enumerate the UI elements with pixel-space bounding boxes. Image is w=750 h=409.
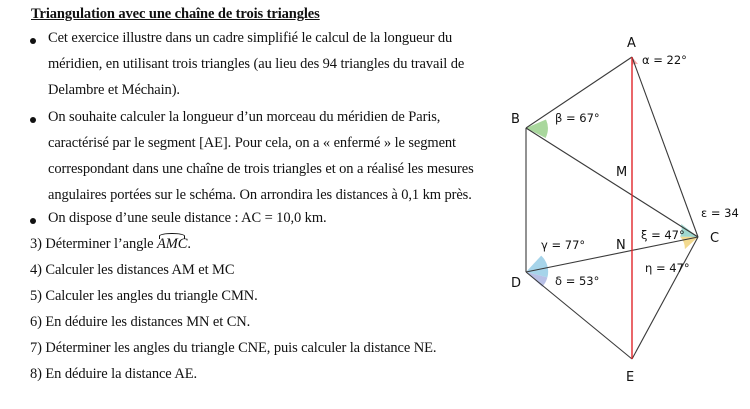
bullet-1-line-3: Delambre et Méchain). bbox=[48, 82, 180, 98]
question-7: 7) Déterminer les angles du triangle CNE, puis calculer la distance NE. bbox=[30, 340, 437, 356]
eta-label: η = 47° bbox=[645, 261, 690, 275]
xi-label: ξ = 47° bbox=[641, 228, 685, 242]
exercise-title: Triangulation avec une chaîne de trois triangles bbox=[31, 6, 320, 22]
point-C-label: C bbox=[710, 231, 720, 246]
bullet-1-line-1: Cet exercice illustre dans un cadre simplifié le calcul de la longueur du bbox=[48, 30, 453, 46]
angle-AMC-label: AMC bbox=[157, 236, 188, 252]
question-6: 6) En déduire les distances MN et CN. bbox=[30, 314, 251, 330]
bullet-marker bbox=[30, 117, 36, 123]
question-3-prefix: 3) Déterminer l’angle bbox=[30, 236, 158, 252]
alpha-label: α = 22° bbox=[642, 53, 687, 67]
question-3-suffix: . bbox=[187, 236, 191, 252]
triangulation-figure bbox=[505, 30, 745, 390]
bullet-2-line-3: correspondant dans une chaîne de trois triangles et on a réalisé les mesures bbox=[48, 161, 474, 177]
point-B-label: B bbox=[511, 112, 520, 127]
point-A-label: A bbox=[627, 36, 636, 51]
question-3 bbox=[30, 236, 191, 253]
question-8: 8) En déduire la distance AE. bbox=[30, 366, 198, 382]
gamma-label: γ = 77° bbox=[541, 238, 586, 252]
angle-AMC bbox=[157, 236, 187, 253]
bullet-3-line-1: On dispose d’une seule distance : AC = 10,0 km. bbox=[48, 210, 327, 226]
segment-CE bbox=[632, 237, 698, 359]
bullet-2-line-2: caractérisé par le segment [AE]. Pour cela, on a « enfermé » le segment bbox=[48, 135, 456, 151]
bullet-2-line-4: angulaires portées sur le schéma. On arrondira les distances à 0,1 km près. bbox=[48, 187, 472, 203]
point-E-label: E bbox=[626, 370, 635, 385]
point-D-label: D bbox=[511, 276, 522, 291]
delta-label: δ = 53° bbox=[555, 274, 600, 288]
question-4: 4) Calculer les distances AM et MC bbox=[30, 262, 235, 278]
segment-AC bbox=[632, 57, 698, 237]
point-N-label: N bbox=[616, 238, 626, 253]
epsilon-label: ε = 34 bbox=[701, 206, 739, 220]
bullet-1-line-2: méridien, en utilisant trois triangles (au lieu des 94 triangles du travail de bbox=[48, 56, 465, 72]
segment-BC bbox=[526, 128, 698, 237]
beta-label: β = 67° bbox=[555, 111, 600, 125]
network-lines bbox=[526, 57, 698, 359]
angle-hat bbox=[159, 233, 185, 239]
bullet-marker bbox=[30, 38, 36, 44]
question-5: 5) Calculer les angles du triangle CMN. bbox=[30, 288, 258, 304]
bullet-marker bbox=[30, 218, 36, 224]
point-M-label: M bbox=[616, 165, 628, 180]
bullet-2-line-1: On souhaite calculer la longueur d’un morceau du méridien de Paris, bbox=[48, 109, 441, 125]
